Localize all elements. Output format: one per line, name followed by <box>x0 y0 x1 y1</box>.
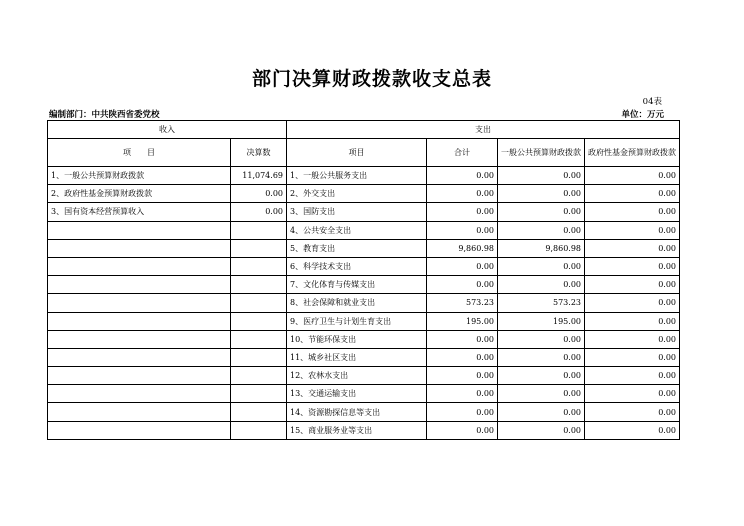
gov-fund-cell: 0.00 <box>585 348 680 366</box>
general-budget-cell: 0.00 <box>498 385 585 403</box>
expense-item-cell: 5、教育支出 <box>287 239 427 257</box>
table-row <box>48 276 680 294</box>
table-row <box>48 348 680 366</box>
expense-item-cell: 12、农林水支出 <box>287 367 427 385</box>
general-budget-header: 一般公共预算财政拨款 <box>498 139 585 167</box>
income-amount-cell <box>231 257 287 275</box>
table-row <box>48 312 680 330</box>
department-label: 编制部门：中共陕西省委党校 <box>49 110 160 120</box>
income-item-cell: 2、政府性基金预算财政拨款 <box>48 185 231 203</box>
income-amount-cell <box>231 239 287 257</box>
gov-fund-cell: 0.00 <box>585 203 680 221</box>
total-cell: 0.00 <box>427 185 498 203</box>
income-item-cell <box>48 385 231 403</box>
total-cell: 0.00 <box>427 421 498 439</box>
total-cell: 0.00 <box>427 330 498 348</box>
gov-fund-cell: 0.00 <box>585 421 680 439</box>
gov-fund-cell: 0.00 <box>585 221 680 239</box>
income-amount-cell: 0.00 <box>231 185 287 203</box>
expense-item-header: 项目 <box>287 139 427 167</box>
general-budget-cell: 9,860.98 <box>498 239 585 257</box>
expense-item-cell: 4、公共安全支出 <box>287 221 427 239</box>
total-cell: 0.00 <box>427 203 498 221</box>
gov-fund-cell: 0.00 <box>585 385 680 403</box>
gov-fund-cell: 0.00 <box>585 367 680 385</box>
total-cell: 573.23 <box>427 294 498 312</box>
income-amount-cell <box>231 403 287 421</box>
total-cell: 0.00 <box>427 167 498 185</box>
page-title: 部门决算财政拨款收支总表 <box>251 68 492 90</box>
total-cell: 0.00 <box>427 221 498 239</box>
general-budget-cell: 0.00 <box>498 421 585 439</box>
table-row <box>48 257 680 275</box>
income-amount-cell <box>231 294 287 312</box>
expense-item-cell: 9、医疗卫生与计划生育支出 <box>287 312 427 330</box>
table-row <box>48 294 680 312</box>
expense-header: 支出 <box>287 121 680 139</box>
income-item-cell <box>48 330 231 348</box>
total-cell: 0.00 <box>427 348 498 366</box>
table-row <box>48 239 680 257</box>
expense-item-cell: 15、商业服务业等支出 <box>287 421 427 439</box>
gov-fund-cell: 0.00 <box>585 167 680 185</box>
gov-fund-cell: 0.00 <box>585 403 680 421</box>
general-budget-cell: 195.00 <box>498 312 585 330</box>
unit-label: 单位：万元 <box>621 110 664 120</box>
general-budget-cell: 0.00 <box>498 276 585 294</box>
table-row <box>48 385 680 403</box>
total-cell: 0.00 <box>427 403 498 421</box>
income-amount-cell: 0.00 <box>231 203 287 221</box>
expense-item-cell: 3、国防支出 <box>287 203 427 221</box>
final-amount-header: 决算数 <box>231 139 287 167</box>
total-cell: 9,860.98 <box>427 239 498 257</box>
gov-fund-cell: 0.00 <box>585 276 680 294</box>
general-budget-cell: 0.00 <box>498 403 585 421</box>
expense-item-cell: 11、城乡社区支出 <box>287 348 427 366</box>
general-budget-cell: 0.00 <box>498 348 585 366</box>
total-header: 合计 <box>427 139 498 167</box>
total-cell: 0.00 <box>427 257 498 275</box>
income-amount-cell <box>231 348 287 366</box>
general-budget-cell: 0.00 <box>498 185 585 203</box>
table-row <box>48 185 680 203</box>
general-budget-cell: 0.00 <box>498 257 585 275</box>
total-cell: 0.00 <box>427 385 498 403</box>
income-amount-cell: 11,074.69 <box>231 167 287 185</box>
income-item-cell <box>48 403 231 421</box>
expense-item-cell: 2、外交支出 <box>287 185 427 203</box>
header-row-1 <box>48 121 680 139</box>
general-budget-cell: 0.00 <box>498 167 585 185</box>
income-item-cell <box>48 221 231 239</box>
gov-fund-cell: 0.00 <box>585 312 680 330</box>
expense-item-cell: 1、一般公共服务支出 <box>287 167 427 185</box>
income-item-cell <box>48 276 231 294</box>
header-row-2 <box>48 139 680 167</box>
table-row <box>48 203 680 221</box>
gov-fund-cell: 0.00 <box>585 239 680 257</box>
table-row <box>48 167 680 185</box>
general-budget-cell: 0.00 <box>498 221 585 239</box>
income-item-cell <box>48 239 231 257</box>
income-item-cell <box>48 367 231 385</box>
total-cell: 195.00 <box>427 312 498 330</box>
table-row <box>48 403 680 421</box>
gov-fund-cell: 0.00 <box>585 294 680 312</box>
income-item-cell: 1、一般公共预算财政拨款 <box>48 167 231 185</box>
income-amount-cell <box>231 312 287 330</box>
income-item-cell <box>48 421 231 439</box>
gov-fund-header: 政府性基金预算财政拨款 <box>585 139 680 167</box>
expense-item-cell: 14、资源勘探信息等支出 <box>287 403 427 421</box>
income-amount-cell <box>231 367 287 385</box>
income-amount-cell <box>231 330 287 348</box>
expense-item-cell: 8、社会保障和就业支出 <box>287 294 427 312</box>
income-amount-cell <box>231 276 287 294</box>
income-amount-cell <box>231 385 287 403</box>
table-row <box>48 421 680 439</box>
table-row <box>48 221 680 239</box>
table-number: 04表 <box>642 97 662 107</box>
income-header: 收入 <box>48 121 287 139</box>
income-item-cell <box>48 312 231 330</box>
general-budget-cell: 0.00 <box>498 203 585 221</box>
budget-table <box>47 120 680 440</box>
income-item-cell <box>48 257 231 275</box>
income-item-cell: 3、国有资本经营预算收入 <box>48 203 231 221</box>
income-item-header: 项 目 <box>48 139 231 167</box>
expense-item-cell: 6、科学技术支出 <box>287 257 427 275</box>
table-row <box>48 330 680 348</box>
general-budget-cell: 573.23 <box>498 294 585 312</box>
income-item-cell <box>48 294 231 312</box>
expense-item-cell: 13、交通运输支出 <box>287 385 427 403</box>
total-cell: 0.00 <box>427 276 498 294</box>
expense-item-cell: 7、文化体育与传媒支出 <box>287 276 427 294</box>
general-budget-cell: 0.00 <box>498 367 585 385</box>
gov-fund-cell: 0.00 <box>585 185 680 203</box>
gov-fund-cell: 0.00 <box>585 330 680 348</box>
general-budget-cell: 0.00 <box>498 330 585 348</box>
income-item-cell <box>48 348 231 366</box>
expense-item-cell: 10、节能环保支出 <box>287 330 427 348</box>
gov-fund-cell: 0.00 <box>585 257 680 275</box>
income-amount-cell <box>231 421 287 439</box>
table-row <box>48 367 680 385</box>
total-cell: 0.00 <box>427 367 498 385</box>
income-amount-cell <box>231 221 287 239</box>
